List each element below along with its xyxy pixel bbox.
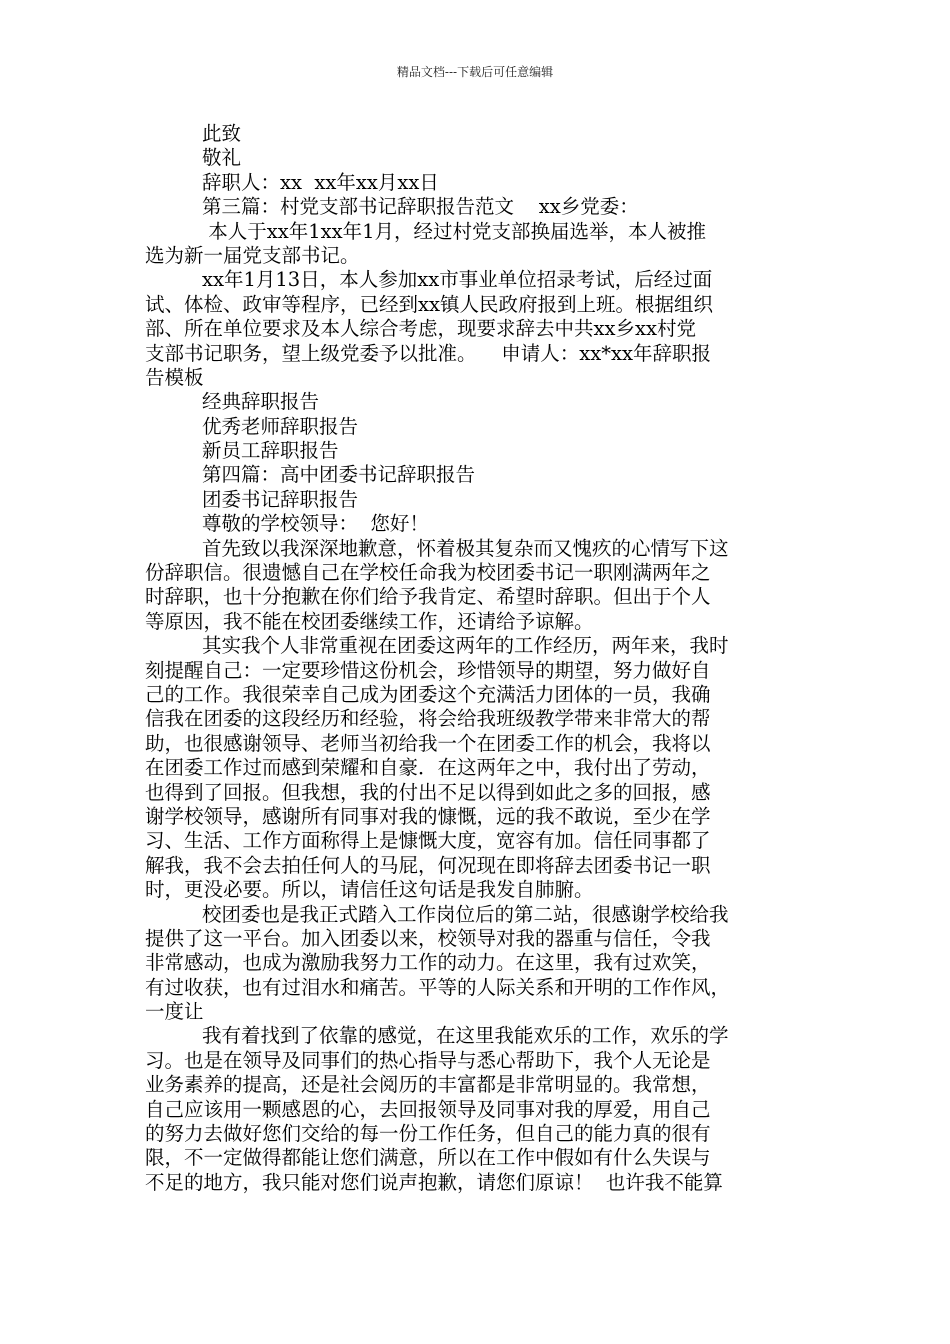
text-line: 不足的地方，我只能对您们说声抱歉，请您们原谅！ 也许我不能算 <box>145 1170 723 1194</box>
text-line: 尊敬的学校领导： 您好！ <box>202 512 429 536</box>
document-body <box>145 122 807 1195</box>
text-line: 此致 <box>202 122 242 145</box>
text-line: 也得到了回报。但我想，我的付出不足以得到如此之多的回报，感 <box>145 780 711 804</box>
text-line: 优秀老师辞职报告 <box>202 414 359 438</box>
text-line: 本人于xx年1xx年1月，经过村党支部换届选举，本人被推 <box>202 219 707 243</box>
text-line: 支部书记职务，望上级党委予以批准。 申请人：xx*xx年辞职报 <box>145 341 712 365</box>
text-line: 第三篇：村党支部书记辞职报告范文 xx乡党委： <box>202 195 639 219</box>
text-line: 时辞职，也十分抱歉在你们给予我肯定、希望时辞职。但出于个人 <box>145 585 711 609</box>
text-line: 在团委工作过而感到荣耀和自豪．在这两年之中，我付出了劳动， <box>145 756 711 780</box>
text-line: 告模板 <box>145 365 204 389</box>
text-line: 的努力去做好您们交给的每一份工作任务，但自己的能力真的很有 <box>145 1122 711 1146</box>
text-line: 试、体检、政审等程序，已经到xx镇人民政府报到上班。根据组织 <box>145 292 713 316</box>
text-line: 等原因，我不能在校团委继续工作，还请给予谅解。 <box>145 609 594 633</box>
text-line: 一度让 <box>145 1000 204 1024</box>
text-line: 谢学校领导，感谢所有同事对我的慷慨，远的我不敢说，至少在学 <box>145 804 711 828</box>
text-line: 校团委也是我正式踏入工作岗位后的第二站，很感谢学校给我 <box>202 902 729 926</box>
text-line: 己的工作。我很荣幸自己成为团委这个充满活力团体的一员，我确 <box>145 682 711 706</box>
page-header: 精品文档---下载后可任意编辑 <box>396 65 554 79</box>
text-line: 时，更没必要。所以，请信任这句话是我发自肺腑。 <box>145 878 594 902</box>
text-line: 习、生活、工作方面称得上是慷慨大度，宽容有加。信任同事都了 <box>145 829 711 853</box>
text-line: 经典辞职报告 <box>202 390 320 414</box>
text-line: 辞职人：xx xx年xx月xx日 <box>202 170 439 194</box>
text-line: 信我在团委的这段经历和经验，将会给我班级教学带来非常大的帮 <box>145 707 711 731</box>
text-line: 解我，我不会去拍任何人的马屁，何况现在即将辞去团委书记一职 <box>145 853 711 877</box>
text-line: 限，不一定做得都能让您们满意，所以在工作中假如有什么失误与 <box>145 1146 711 1170</box>
text-line: 部、所在单位要求及本人综合考虑，现要求辞去中共xx乡xx村党 <box>145 317 696 341</box>
text-line: 自己应该用一颗感恩的心，去回报领导及同事对我的厚爱，用自己 <box>145 1097 711 1121</box>
text-line: 助，也很感谢领导、老师当初给我一个在团委工作的机会，我将以 <box>145 731 711 755</box>
text-line: 提供了这一平台。加入团委以来，校领导对我的器重与信任，令我 <box>145 926 711 950</box>
text-line: 选为新一届党支部书记。 <box>145 243 360 267</box>
text-line: 习。也是在领导及同事们的热心指导与悉心帮助下，我个人无论是 <box>145 1048 711 1072</box>
text-line: xx年1月13日，本人参加xx市事业单位招录考试，后经过面 <box>202 268 713 292</box>
text-line: 非常感动，也成为激励我努力工作的动力。在这里，我有过欢笑， <box>145 951 711 975</box>
text-line: 第四篇：高中团委书记辞职报告 <box>202 463 476 487</box>
text-line: 其实我个人非常重视在团委这两年的工作经历，两年来，我时 <box>202 634 729 658</box>
text-line: 刻提醒自己：一定要珍惜这份机会，珍惜领导的期望，努力做好自 <box>145 658 711 682</box>
text-line: 有过收获，也有过泪水和痛苦。平等的人际关系和开明的工作作风， <box>145 975 731 999</box>
text-line: 团委书记辞职报告 <box>202 487 359 511</box>
text-line: 业务素养的提高，还是社会阅历的丰富都是非常明显的。我常想， <box>145 1073 711 1097</box>
text-line: 新员工辞职报告 <box>202 439 339 463</box>
text-line: 首先致以我深深地歉意，怀着极其复杂而又愧疚的心情写下这 <box>202 536 729 560</box>
text-line: 我有着找到了依靠的感觉，在这里我能欢乐的工作，欢乐的学 <box>202 1024 729 1048</box>
text-line: 敬礼 <box>202 146 242 170</box>
text-line: 份辞职信。很遗憾自己在学校任命我为校团委书记一职刚满两年之 <box>145 561 711 585</box>
